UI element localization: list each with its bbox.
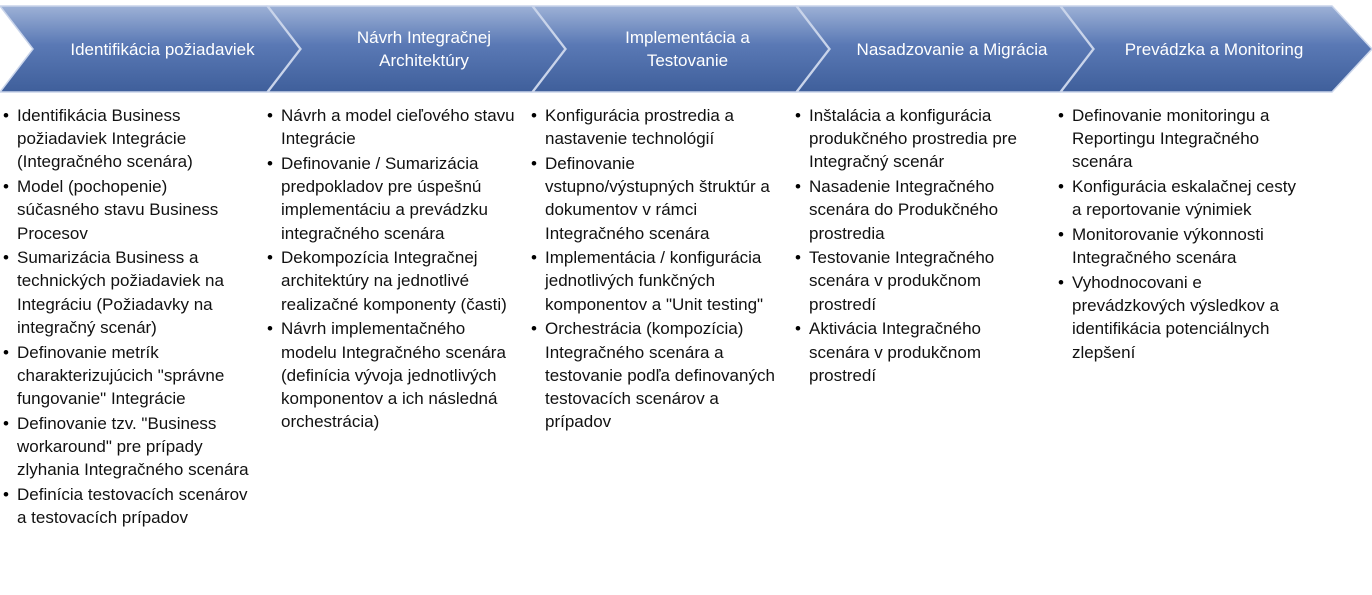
- list-item: • Aktivácia Integračného scenára v produkčnom prostredí: [794, 317, 1044, 387]
- list-item: • Monitorovanie výkonnosti Integračného scenára: [1057, 223, 1307, 269]
- phase-list-4: [794, 104, 1044, 388]
- phase-title-4: [829, 6, 1075, 92]
- phase-title-line: Prevádzka a Monitoring: [1124, 39, 1304, 59]
- list-item: • Implementácia / konfigurácia jednotlivých funkčných komponentov a "Unit testing": [530, 246, 782, 316]
- phase-list-3: [530, 104, 782, 435]
- list-item: • Definícia testovacích scenárov a testovacích prípadov: [2, 483, 252, 529]
- list-item: • Testovanie Integračného scenára v produkčnom prostredí: [794, 246, 1044, 316]
- list-item: • Konfigurácia eskalačnej cesty a reportovanie výnimiek: [1057, 175, 1307, 221]
- phase-title-2: [300, 6, 548, 92]
- list-item: • Definovanie tzv. "Business workaround" pre prípady zlyhania Integračného scenára: [2, 412, 252, 482]
- list-item: • Model (pochopenie) súčasného stavu Business Procesov: [2, 175, 252, 245]
- list-item: • Identifikácia Business požiadaviek Integrácie (Integračného scenára): [2, 104, 252, 174]
- phase-title-line: Testovanie: [646, 51, 729, 70]
- list-item: • Návrh a model cieľového stavu Integrácie: [266, 104, 518, 150]
- phase-title-line: Implementácia a: [625, 28, 750, 47]
- list-item: • Definovanie monitoringu a Reportingu Integračného scenára: [1057, 104, 1307, 174]
- phase-title-1: [40, 6, 285, 92]
- phase-list-5: [1057, 104, 1307, 365]
- phase-title-3: [565, 6, 810, 92]
- list-item: • Inštalácia a konfigurácia produkčného prostredia pre Integračný scenár: [794, 104, 1044, 174]
- list-item: • Dekompozícia Integračnej architektúry na jednotlivé realizačné komponenty (časti): [266, 246, 518, 316]
- list-item: • Definovanie metrík charakterizujúcich "správne fungovanie" Integrácie: [2, 341, 252, 411]
- phase-list-2: [266, 104, 518, 435]
- phase-title-line: Architektúry: [379, 51, 469, 70]
- list-item: • Nasadenie Integračného scenára do Produkčného prostredia: [794, 175, 1044, 245]
- phase-list-1: [2, 104, 252, 531]
- list-item: • Návrh implementačného modelu Integračného scenára (definícia vývoja jednotlivých komponentov a ich následná orchestrácia): [266, 317, 518, 433]
- list-item: • Konfigurácia prostredia a nastavenie technológií: [530, 104, 782, 150]
- phase-title-5: [1093, 6, 1335, 92]
- phase-title-line: Návrh Integračnej: [356, 28, 492, 47]
- phase-title-line: Nasadzovanie a Migrácia: [856, 39, 1048, 59]
- list-item: • Definovanie vstupno/výstupných štruktúr a dokumentov v rámci Integračného scenára: [530, 152, 782, 245]
- list-item: • Orchestrácia (kompozícia) Integračného scenára a testovanie podľa definovaných testovacích scenárov a prípadov: [530, 317, 782, 433]
- list-item: • Sumarizácia Business a technických požiadaviek na Integráciu (Požiadavky na integračný scenár): [2, 246, 252, 339]
- phase-title-line: Identifikácia požiadaviek: [70, 39, 255, 59]
- list-item: • Vyhodnocovani e prevádzkových výsledkov a identifikácia potenciálnych zlepšení: [1057, 271, 1307, 364]
- list-item: • Definovanie / Sumarizácia predpokladov pre úspešnú implementáciu a prevádzku integračného scenára: [266, 152, 518, 245]
